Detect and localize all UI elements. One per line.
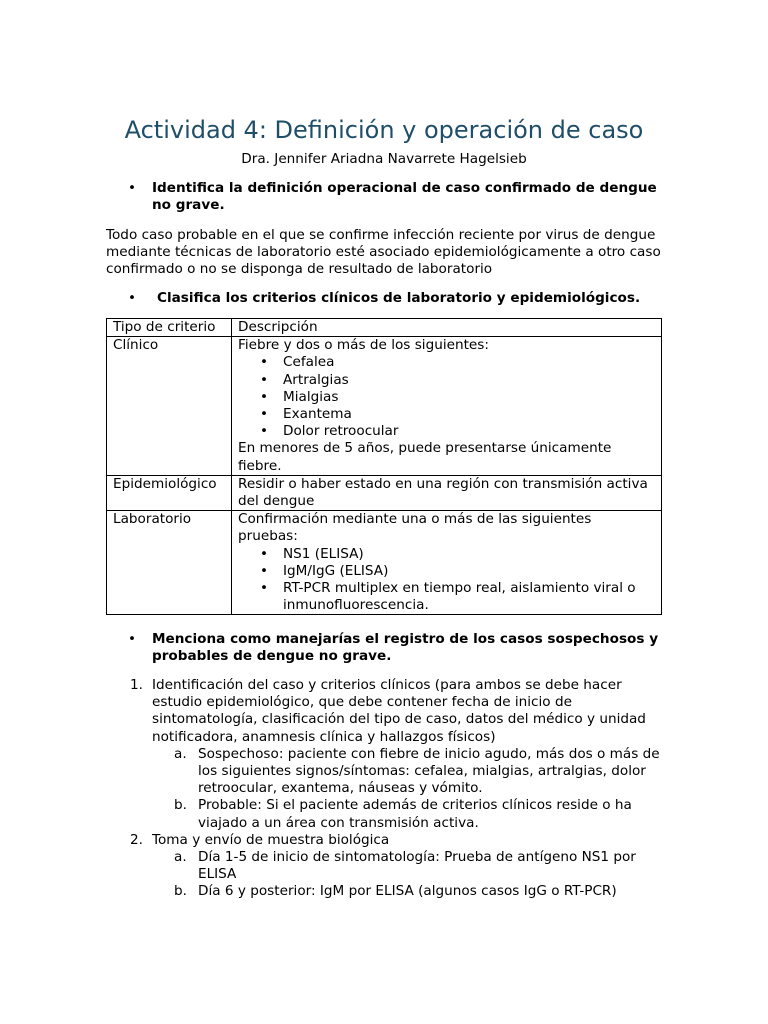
list-item: • Exantema (238, 406, 655, 423)
list-number: 1. (130, 677, 143, 693)
bullet-icon: • (128, 180, 137, 196)
section1-heading (128, 180, 662, 214)
list-letter: a. (174, 849, 187, 866)
list-letter: b. (174, 883, 187, 900)
list-item: • IgM/IgG (ELISA) (238, 563, 655, 580)
sub-list-item-text: Probable: Si el paciente además de criterios clínicos reside o ha viajado a un área con transmisión activa. (198, 797, 632, 831)
table-cell-type: Laboratorio (107, 511, 232, 615)
sub-list-item (106, 849, 666, 883)
list-item: • Dolor retroocular (238, 423, 655, 440)
table-cell-type: Epidemiológico (107, 475, 232, 510)
sub-list-item (106, 746, 666, 798)
table-cell-type: Clínico (107, 337, 232, 476)
list-item (106, 832, 666, 849)
page-title: Actividad 4: Definición y operación de caso (124, 116, 644, 144)
table-header-cell: Tipo de criterio (107, 319, 232, 337)
laboratorio-intro: Confirmación mediante una o más de las siguientes pruebas: (238, 511, 592, 545)
list-letter: b. (174, 797, 187, 814)
sub-list-item-text: Día 6 y posterior: IgM por ELISA (algunos casos IgG o RT-PCR) (198, 883, 617, 900)
table-cell-desc (232, 511, 662, 615)
table-row-epidemiologico (107, 475, 662, 510)
clinico-list (238, 354, 655, 440)
section3-heading (128, 631, 662, 665)
list-item: • NS1 (ELISA) (238, 546, 655, 563)
list-item: • Mialgias (238, 389, 655, 406)
sub-list-item (106, 883, 666, 900)
table-cell-desc (232, 337, 662, 476)
list-item: • Cefalea (238, 354, 655, 371)
list-item (106, 677, 666, 746)
sub-list-item (106, 797, 666, 831)
criteria-table (106, 318, 662, 615)
laboratorio-list (238, 546, 655, 615)
bullet-icon: • (128, 631, 137, 647)
section1-heading-text: Identifica la definición operacional de caso confirmado de dengue no grave. (152, 180, 657, 214)
table-row-clinico (107, 337, 662, 476)
section1-paragraph: Todo caso probable en el que se confirme infección reciente por virus de dengue mediante técnicas de laboratorio esté asociado epidemiológicamente a otro caso confirmado o no se disponga de resultado de laboratorio (106, 227, 661, 278)
clinico-intro: Fiebre y dos o más de los siguientes: (238, 337, 489, 354)
sub-list-item-text: Sospechoso: paciente con fiebre de inicio agudo, más dos o más de los siguientes signos/síntomas: cefalea, mialgias, artralgias, dolor retroocular, exantema, náuseas y vómito. (198, 745, 660, 797)
list-letter: a. (174, 745, 187, 762)
section2-heading (128, 290, 667, 307)
table-header-cell: Descripción (232, 319, 662, 337)
registro-list (106, 677, 666, 901)
table-header-row (107, 319, 662, 337)
section2-heading-text: Clasifica los criterios clínicos de laboratorio y epidemiológicos. (157, 290, 641, 306)
sub-list-item-text: Día 1-5 de inicio de sintomatología: Prueba de antígeno NS1 por ELISA (198, 849, 636, 883)
list-item: • Artralgias (238, 372, 655, 389)
bullet-icon: • (128, 290, 137, 306)
section3-heading-text: Menciona como manejarías el registro de los casos sospechosos y probables de dengue no grave. (152, 631, 659, 665)
clinico-note: En menores de 5 años, puede presentarse únicamente fiebre. (238, 440, 612, 474)
list-item-text: Identificación del caso y criterios clínicos (para ambos se debe hacer estudio epidemiológico, que debe contener fecha de inicio de sintomatología, clasificación del tipo de caso, datos del médico y unidad notificadora, anamnesis clínica y hallazgos físicos) (152, 677, 646, 745)
author-line: Dra. Jennifer Ariadna Navarrete Hagelsieb (241, 151, 527, 167)
list-number: 2. (130, 831, 143, 848)
list-item-text: Toma y envío de muestra biológica (152, 831, 390, 848)
list-item: • RT-PCR multiplex en tiempo real, aislamiento viral o inmunofluorescencia. (238, 580, 655, 614)
table-cell-desc: Residir o haber estado en una región con transmisión activa del dengue (232, 475, 662, 510)
table-row-laboratorio (107, 511, 662, 615)
